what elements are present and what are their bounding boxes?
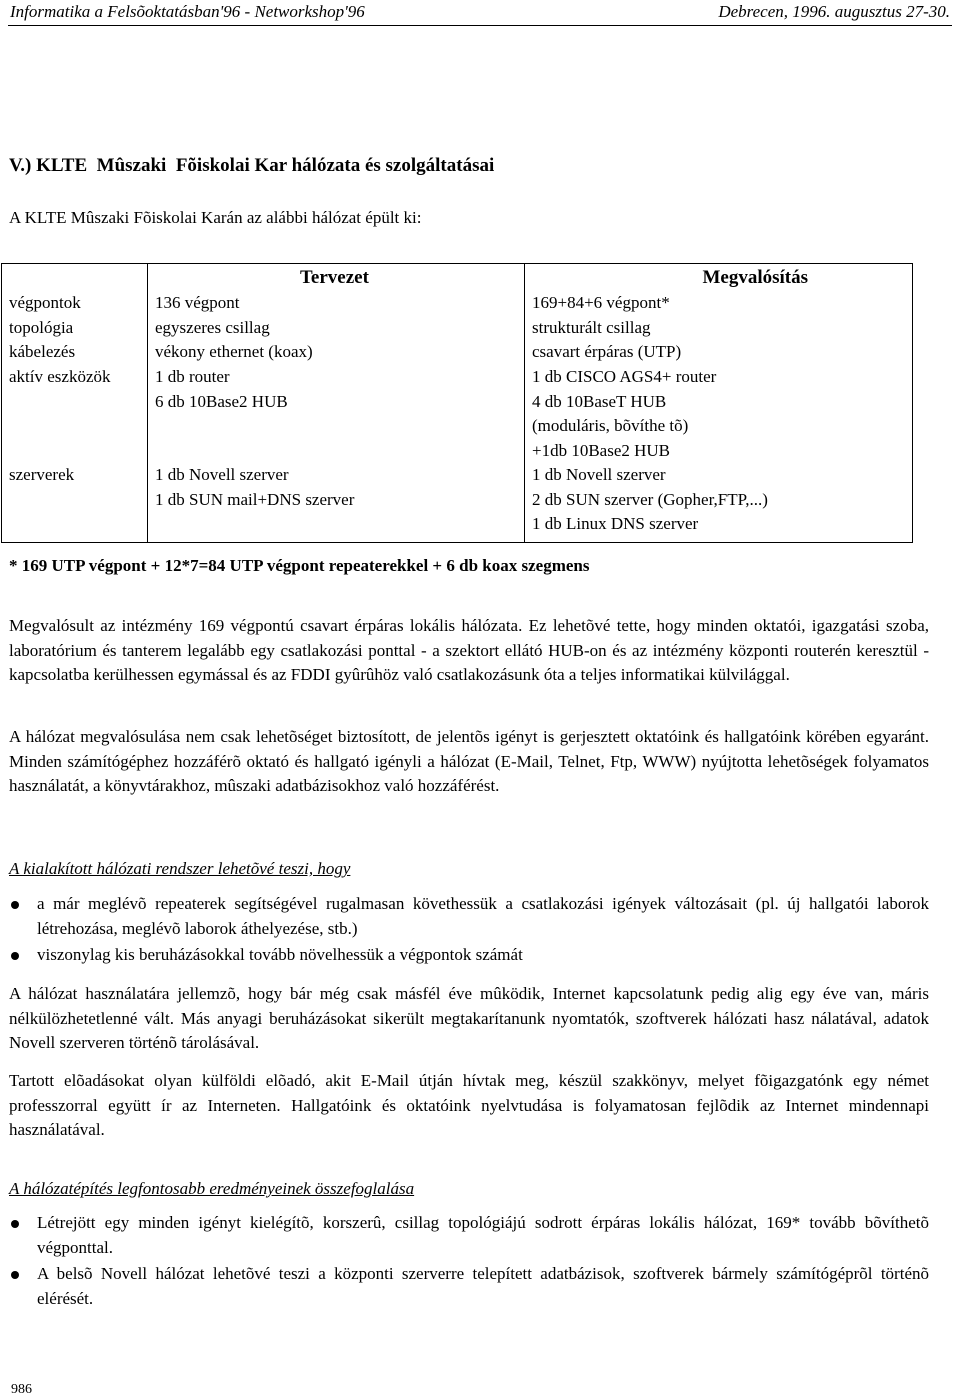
planned-value: 1 db SUN mail+DNS szerver [155, 489, 355, 509]
bullet-icon [11, 952, 19, 960]
row-label: kábelezés [9, 342, 76, 361]
header-rule [8, 25, 952, 26]
list-item-text: a már meglévõ repeaterek segítségével rugalmasan követhessük a csatlakozási igények változásait (pl. új hallgatói laborok létrehozása, meglévõ laborok áthelyezése, stb.) [37, 894, 929, 938]
bullet-icon [11, 1220, 19, 1228]
realized-value: +1db 10Base2 HUB [532, 440, 671, 460]
table-divider-2 [524, 264, 525, 542]
realized-value: 169+84+6 végpont* [532, 293, 670, 312]
realized-value: 1 db Novell szerver [532, 465, 666, 484]
subheading: A kialakított hálózati rendszer lehetõvé teszi, hogy [9, 859, 351, 878]
row-label: szerverek [9, 465, 75, 484]
intro-text: A KLTE Mûszaki Fõiskolai Karán az alábbi hálózat épült ki: [9, 208, 422, 227]
bullet-icon [11, 1271, 19, 1279]
planned-value: 6 db 10Base2 HUB [155, 391, 288, 411]
paragraph: A hálózat használatára jellemzõ, hogy bár még csak másfél éve mûködik, Internet kapcsolatunk pedig alig egy éve van, máris nélkülözhetetlenné vált. Más anyagi beruházásokat sikerült megtakarítanunk nyomtatók, szoftverek hálózati hasz nálatával, adatok Novell szerveren történõ tárolásával. [9, 984, 929, 1052]
section-title: V.) KLTE Mûszaki Fõiskolai Kar hálózata és szolgáltatásai [9, 155, 495, 176]
page-number: 986 [11, 1382, 32, 1397]
list-item [9, 1262, 929, 1311]
list-item-text: Létrejött egy minden igényt kielégítõ, korszerû, csillag topológiájú sodrott érpáras lokális hálózat, 169* tovább bõvíthetõ végponttal. [37, 1213, 929, 1257]
paragraph: Megvalósult az intézmény 169 végpontú csavart érpáras lokális hálózata. Ez lehetõvé tette, hogy minden oktatói, igazgatási szoba, laboratórium és tanterem legalább egy csatlakozási ponttal - a szektort ellátó HUB-on és az intézmény központi routerén keresztül - kapcsolatba kerülhessen egymással és az FDDI gyûrûhöz való csatlakozásunk óta a teljes informatikai külvilággal. [9, 616, 929, 684]
realized-value: 2 db SUN szerver (Gopher,FTP,...) [532, 489, 768, 509]
realized-value: 1 db CISCO AGS4+ router [532, 367, 717, 386]
planned-value: vékony ethernet (koax) [155, 342, 313, 361]
planned-value: 1 db router [155, 367, 230, 386]
network-table [1, 263, 913, 543]
subheading: A hálózatépítés legfontosabb eredményeinek összefoglalása [9, 1179, 415, 1198]
row-label: aktív eszközök [9, 367, 111, 386]
running-header-left: Informatika a Felsõoktatásban'96 - Networkshop'96 [10, 2, 365, 21]
planned-value: 136 végpont [155, 293, 240, 312]
planned-value: 1 db Novell szerver [155, 465, 289, 484]
bullet-list [9, 892, 929, 970]
list-item [9, 943, 929, 968]
bullet-icon [11, 901, 19, 909]
realized-value: 4 db 10BaseT HUB [532, 391, 667, 411]
list-item [9, 892, 929, 941]
col-header-realized: Megvalósítás [702, 267, 808, 288]
paragraph: Tartott elõadásokat olyan külföldi elõadó, akit E-Mail útján hívtak meg, készül szakkönyv, melyet fõigazgatónk egy német professzorral együtt ír az Interneten. Hallgatóink és oktatóink nyelvtudása is folyamatosan fejlõdik az Internet mindennapi használatával. [9, 1071, 929, 1139]
paragraph: A hálózat megvalósulása nem csak lehetõséget biztosított, de jelentõs igényt is gerjesztett oktatóink és hallgatóink körében egyaránt. Minden számítógéphez hozzáférõ oktató és hallgató igényli a hálózat (E-Mail, Telnet, Ftp, WWW) nyújtotta lehetõségek folyamatos használatát, a könyvtárakhoz, mûszaki adatbázisokhoz való hozzáférést. [9, 727, 929, 795]
list-item [9, 1211, 929, 1260]
running-header-right: Debrecen, 1996. augusztus 27-30. [718, 2, 950, 21]
col-header-planned: Tervezet [300, 267, 369, 288]
bullet-list [9, 1211, 929, 1313]
list-item-text: viszonylag kis beruházásokkal tovább növelhessük a végpontok számát [37, 945, 523, 964]
planned-value: egyszeres csillag [155, 317, 270, 337]
row-label: végpontok [9, 293, 81, 312]
row-label: topológia [9, 317, 74, 337]
realized-value: 1 db Linux DNS szerver [532, 514, 699, 533]
table-divider-1 [147, 264, 148, 542]
realized-value: csavart érpáras (UTP) [532, 342, 682, 361]
realized-value: strukturált csillag [532, 317, 651, 337]
table-footnote: * 169 UTP végpont + 12*7=84 UTP végpont repeaterekkel + 6 db koax szegmens [9, 556, 590, 575]
list-item-text: A belsõ Novell hálózat lehetõvé teszi a központi szerverre telepített adatbázisok, szoftverek bármely számítógéprõl történõ elérését. [37, 1264, 929, 1308]
realized-value: (moduláris, bõvíthe tõ) [532, 416, 689, 435]
